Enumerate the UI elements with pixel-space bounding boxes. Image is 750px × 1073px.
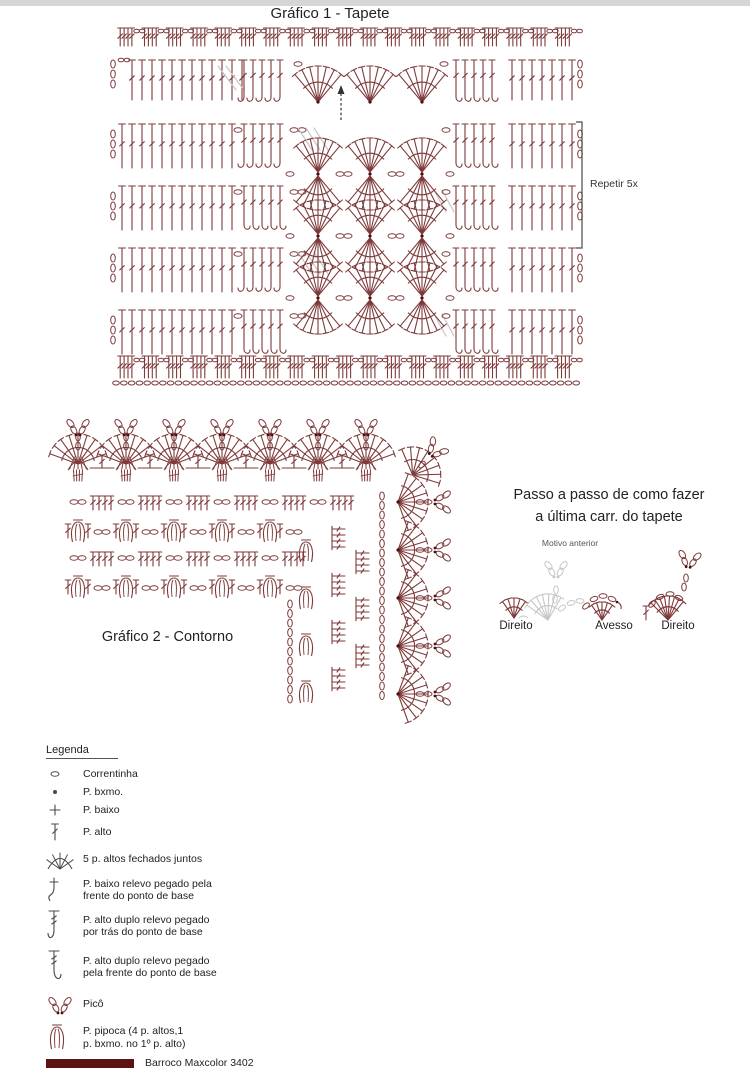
cluster-icon — [46, 846, 76, 873]
passo-diagram — [500, 549, 703, 620]
legend-item-fpdtr — [46, 947, 296, 987]
sc-icon — [46, 802, 76, 818]
chart2-title: Gráfico 2 - Contorno — [90, 629, 245, 645]
legend-rows — [46, 766, 296, 1071]
legend-item-label: P. baixo — [83, 804, 120, 817]
chart1-repeat-label: Repetir 5x — [590, 178, 638, 190]
passo-label-direito-2: Direito — [650, 620, 706, 632]
chart2-corner-scallop — [393, 425, 462, 493]
bpdtr-icon — [46, 907, 76, 945]
legend-item-swatch — [46, 1056, 296, 1071]
legend-item-label: Barroco Maxcolor 3402 — [145, 1057, 254, 1070]
legend-item-label: Correntinha — [83, 768, 138, 781]
legend-title: Legenda — [46, 744, 118, 759]
legend-item-label: P. baixo relevo pegado pela frente do ponto de base — [83, 878, 212, 903]
legend-item-bpdtr — [46, 907, 296, 945]
legend-item-label: P. alto duplo relevo pegado pela frente do ponto de base — [83, 955, 217, 980]
legend-item-label: P. alto — [83, 826, 111, 839]
passo-title-line1: Passo a passo de como fazer — [480, 484, 738, 506]
passo-motif-label: Motivo anterior — [515, 538, 625, 548]
picot-icon — [46, 989, 76, 1019]
legend-item-chain — [46, 766, 296, 782]
fpsc-icon — [46, 875, 76, 905]
chain-icon — [46, 766, 76, 782]
chart2-diagram — [49, 418, 462, 723]
legend-item-picot — [46, 989, 296, 1019]
passo-label-direito-1: Direito — [488, 620, 544, 632]
legend-item-label: P. alto duplo relevo pegado por trás do ponto de base — [83, 914, 210, 939]
passo-title — [480, 484, 738, 528]
fpdtr-icon — [46, 947, 76, 987]
chart1-title: Gráfico 1 - Tapete — [230, 5, 430, 22]
legend-item-popcorn — [46, 1021, 296, 1054]
swatch-icon — [46, 1056, 138, 1071]
chart1-diagram — [111, 28, 583, 385]
legend-item-label: Picô — [83, 998, 103, 1011]
legend-item-label: P. bxmo. — [83, 786, 123, 799]
legend-item-sc — [46, 802, 296, 818]
passo-title-line2: a última carr. do tapete — [480, 506, 738, 528]
legend-item-slip — [46, 784, 296, 800]
popcorn-icon — [46, 1021, 76, 1054]
legend — [46, 740, 296, 1073]
legend-item-cluster — [46, 846, 296, 873]
legend-item-dc — [46, 820, 296, 844]
passo-label-avesso: Avesso — [586, 620, 642, 632]
legend-item-fpsc — [46, 875, 296, 905]
legend-item-label: P. pipoca (4 p. altos,1 p. bxmo. no 1º p. alto) — [83, 1025, 185, 1050]
legend-item-label: 5 p. altos fechados juntos — [83, 853, 202, 866]
slip-icon — [46, 784, 76, 800]
dc-icon — [46, 820, 76, 844]
